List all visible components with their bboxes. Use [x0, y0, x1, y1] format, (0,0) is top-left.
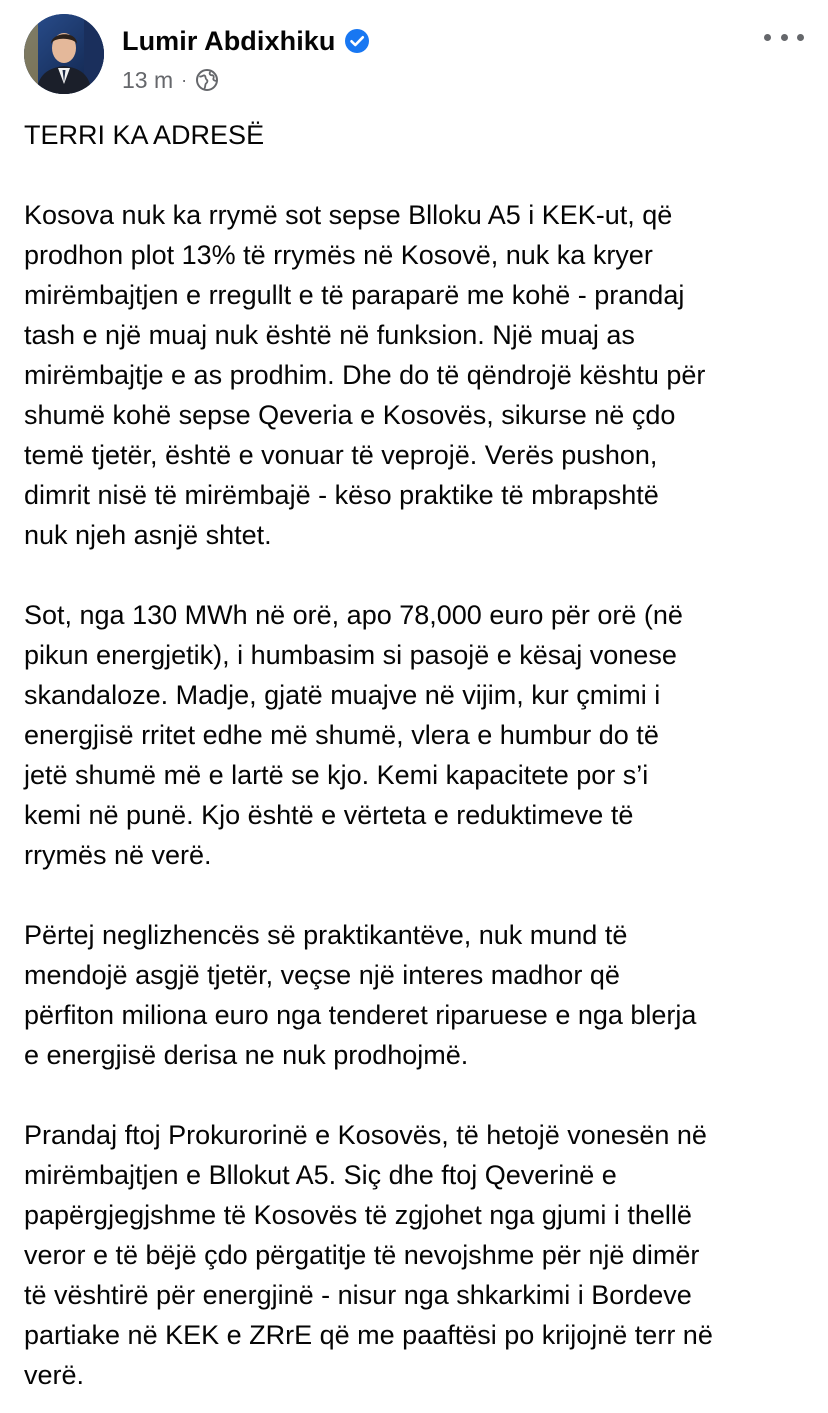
author-avatar[interactable] [24, 14, 104, 94]
post-header [24, 14, 804, 94]
post-timestamp[interactable]: 13 m [122, 66, 174, 93]
post-headline: TERRI KA ADRESË [24, 120, 265, 150]
post-paragraph: Prandaj ftoj Prokurorinë e Kosovës, të hetojë vonesën në mirëmbajtjen e Bllokut A5. Siç dhe ftoj Qeverinë e papërgjegjshme të Kosovës të zgjohet nga gjumi i thellë veror e të bëjë çdo përgatitje të nevojshme për një dimër të vështirë për energjinë - nisur nga shkarkimi i Bordeve partiake në KEK e ZRrE që me paaftësi po krijojnë terr në verë. [24, 1120, 713, 1390]
post-paragraph: Kosova nuk ka rrymë sot sepse Blloku A5 i KEK-ut, që prodhon plot 13% të rrymës në Kosovë, nuk ka kryer mirëmbajtjen e rregullt e të paraparë me kohë - prandaj tash e një muaj nuk është në funksion. Një muaj as mirëmbajtje e as prodhim. Dhe do të qëndrojë kështu për shumë kohë sepse Qeveria e Kosovës, sikurse në çdo temë tjetër, është e vonuar të veprojë. Verës pushon, dimrit nisë të mirëmbajë - këso praktike të mbrapshtë nuk njeh asnjë shtet. [24, 200, 706, 550]
post-paragraph: Përtej neglizhencës së praktikantëve, nuk mund të mendojë asgjë tjetër, veçse një interes madhor që përfiton miliona euro nga tenderet riparuese e nga blerja e energjisë derisa ne nuk prodhojmë. [24, 920, 697, 1070]
post-meta [122, 66, 219, 94]
meta-separator: · [181, 69, 188, 90]
post-text [24, 115, 814, 1413]
profile-photo [24, 14, 104, 94]
more-dot [781, 34, 788, 41]
more-dot [797, 34, 804, 41]
more-options-icon[interactable] [764, 24, 804, 50]
verified-badge-icon [344, 28, 370, 54]
post-paragraph: Sot, nga 130 MWh në orë, apo 78,000 euro për orë (në pikun energjetik), i humbasim si pasojë e kësaj vonese skandaloze. Madje, gjatë muajve në vijim, kur çmimi i energjisë rritet edhe më shumë, vlera e humbur do të jetë shumë më e lartë se kjo. Kemi kapacitete por s’i kemi në punë. Kjo është e vërteta e reduktimeve të rrymës në verë. [24, 600, 683, 870]
more-dot [764, 34, 771, 41]
globe-icon[interactable] [195, 68, 219, 92]
author-name[interactable]: Lumir Abdixhiku [122, 25, 336, 56]
author-row [122, 24, 370, 58]
